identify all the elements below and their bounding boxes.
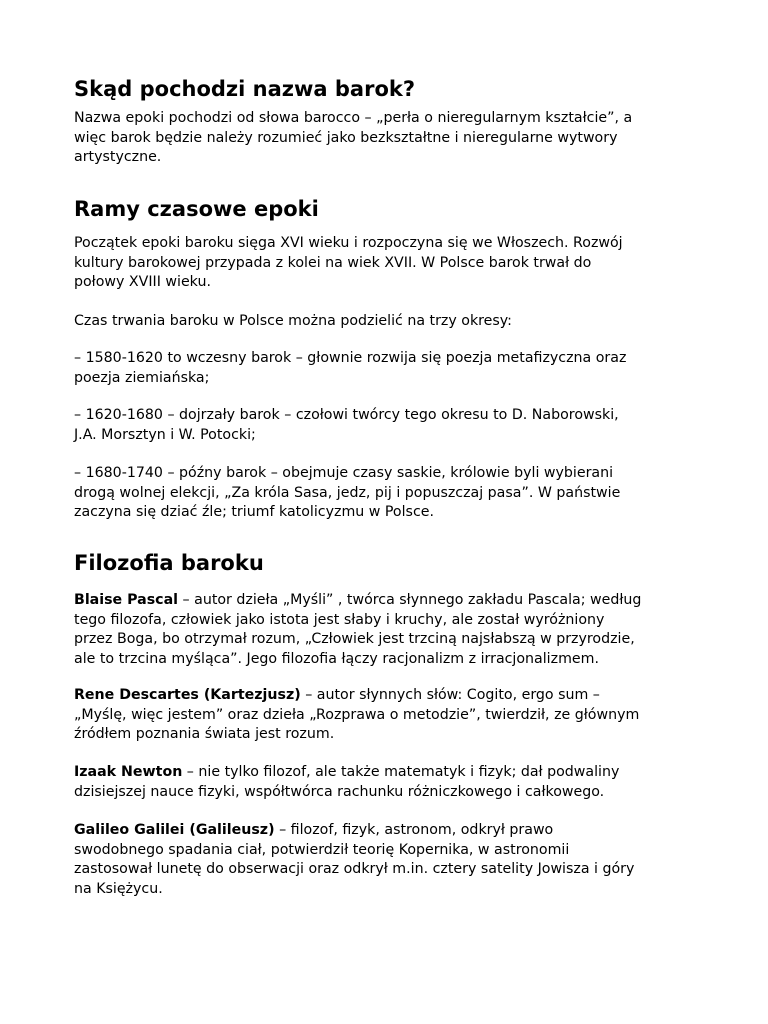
person-name: Galileo Galilei (Galileusz) [74,822,275,838]
text-line: ale to trzcina myśląca”. Jego filozofia łączy racjonalizm z irracjonalizmem. [74,650,599,667]
text-line: Początek epoki baroku sięga XVI wieku i rozpoczyna się we Włoszech. Rozwój [74,235,623,251]
text-line: – 1680-1740 – późny barok – obejmuje czasy saskie, królowie byli wybierani [74,465,614,481]
text-line [74,591,698,611]
paragraph-periods-intro [74,312,698,332]
text-line: przez Boga, bo otrzymał rozum, „Człowiek jest trzciną najsłabszą w przyrodzie, [74,631,635,648]
person-name: Blaise Pascal [74,592,179,608]
paragraph-newton [74,763,698,802]
text-line: dzisiejszej nauce fizyki, współtwórca rachunku różniczkowego i całkowego. [74,783,605,800]
text-fragment: – autor dzieła „Myśli” , twórca słynnego zakładu Pascala; według [178,592,642,608]
person-name: Izaak Newton [74,764,183,780]
text-line: tego filozofa, człowiek jako istota jest słaby i kruchy, ale został wyróżniony [74,611,605,628]
text-line: połowy XVIII wieku. [74,274,211,291]
paragraph-period-3 [74,464,698,523]
text-fragment: – autor słynnych słów: Cogito, ergo sum – [300,687,600,703]
person-name: Rene Descartes (Kartezjusz) [74,687,301,703]
paragraph-descartes [74,686,698,745]
heading-origin: Skąd pochodzi nazwa barok? [74,77,416,101]
text-line: Nazwa epoki pochodzi od słowa barocco – „perła o nieregularnym kształcie”, a [74,110,633,126]
paragraph-period-2 [74,406,698,445]
text-line: artystyczne. [74,149,162,166]
paragraph-galileo [74,821,698,899]
paragraph-pascal [74,591,698,669]
text-line: zastosował lunetę do obserwacji oraz odkrył m.in. cztery satelity Jowisza i góry [74,861,635,878]
paragraph-period-1 [74,349,698,388]
text-line: źródłem poznania świata jest rozum. [74,726,335,743]
text-line: poezja ziemiańska; [74,369,210,386]
text-line [74,763,698,783]
text-line: na Księżycu. [74,880,163,897]
text-line: J.A. Morsztyn i W. Potocki; [74,426,256,443]
text-line: więc barok będzie należy rozumieć jako bezkształtne i nieregularne wytwory [74,129,618,146]
text-line: Czas trwania baroku w Polsce można podzielić na trzy okresy: [74,313,512,329]
text-line: drogą wolnej elekcji, „Za króla Sasa, jedz, pij i popuszczaj pasa”. W państwie [74,484,621,501]
text-line [74,686,698,706]
text-line: swodobnego spadania ciał, potwierdził teorię Kopernika, w astronomii [74,841,570,858]
text-line: – 1580-1620 to wczesny barok – głownie rozwija się poezja metafizyczna oraz [74,350,627,366]
text-line: kultury barokowej przypada z kolei na wiek XVII. W Polsce barok trwał do [74,254,592,271]
text-line: – 1620-1680 – dojrzały barok – czołowi twórcy tego okresu to D. Naborowski, [74,407,619,423]
paragraph-timeframe-intro [74,234,698,293]
heading-timeframe: Ramy czasowe epoki [74,197,319,221]
paragraph-origin [74,109,698,168]
text-line: zaczyna się dziać źle; triumf katolicyzmu w Polsce. [74,504,434,521]
text-fragment: – nie tylko filozof, ale także matematyk i fizyk; dał podwaliny [182,764,620,780]
text-fragment: – filozof, fizyk, astronom, odkrył prawo [274,822,554,838]
text-line [74,821,698,841]
text-line: „Myślę, więc jestem” oraz dzieła „Rozprawa o metodzie”, twierdził, ze głównym [74,706,640,723]
heading-philosophy: Filozofia baroku [74,551,264,575]
